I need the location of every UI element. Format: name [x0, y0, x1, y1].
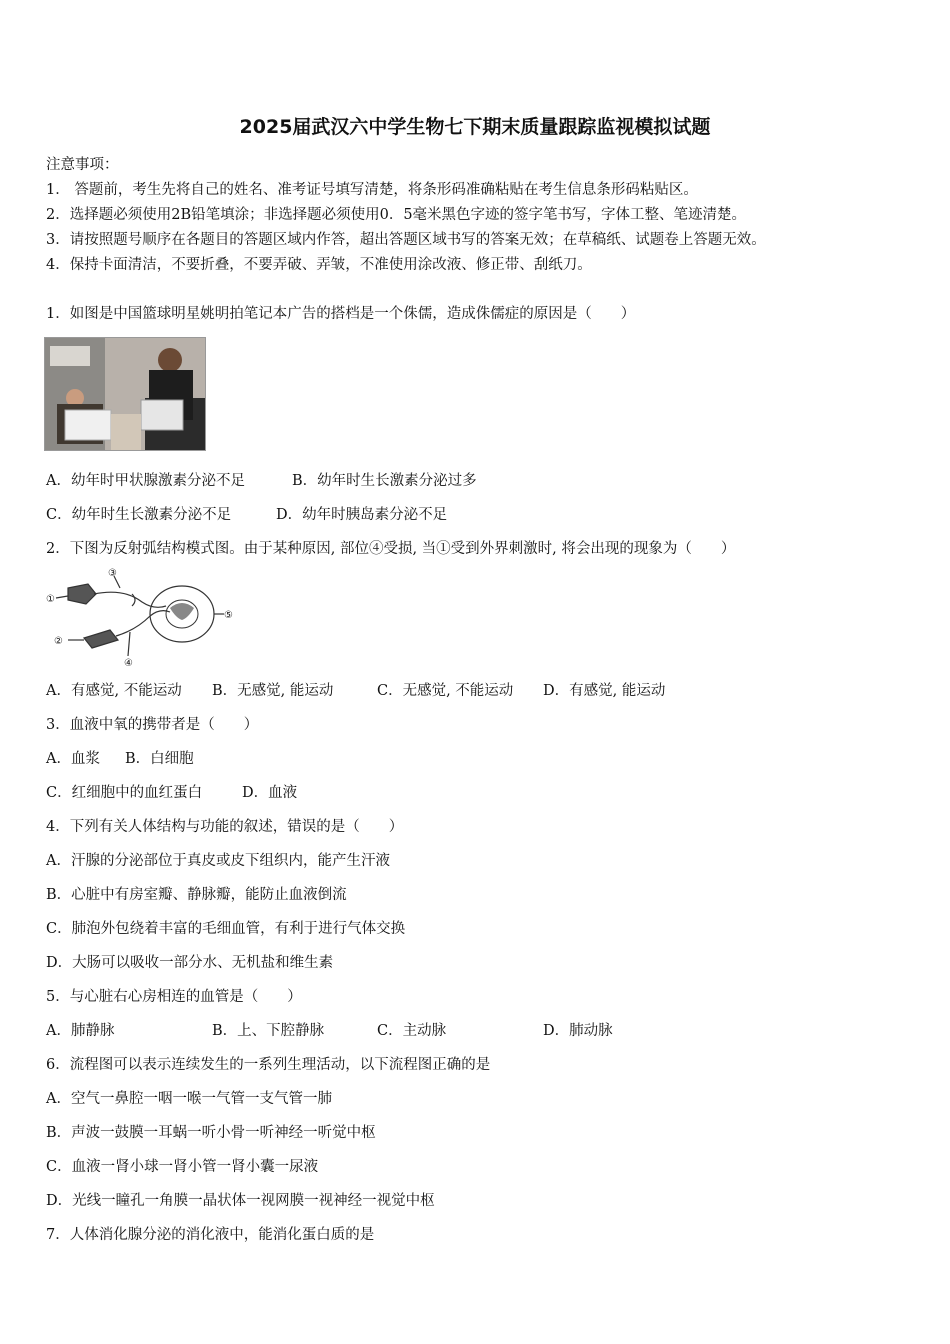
option-d: D．幼年时胰岛素分泌不足	[276, 507, 448, 523]
option-a: A．肺静脉	[46, 1023, 115, 1039]
option-c: C．主动脉	[377, 1023, 447, 1039]
option-b: B．无感觉, 能运动	[212, 683, 334, 699]
diagram-label-2: ②	[54, 636, 63, 647]
option-d: D．肺动脉	[543, 1023, 613, 1039]
notice-item: 1． 答题前，考生先将自己的姓名、准考证号填写清楚，将条形码准确粘贴在考生信息条形码粘贴区。	[46, 182, 698, 198]
notice-item: 3．请按照题号顺序在各题目的答题区域内作答，超出答题区域书写的答案无效；在草稿纸、试题卷上答题无效。	[46, 232, 766, 248]
question-stem: 2．下图为反射弧结构模式图。由于某种原因, 部位④受损, 当①受到外界刺激时, 将会出现的现象为（ ）	[46, 541, 736, 557]
diagram-label-4: ④	[124, 658, 133, 668]
option-d: D．有感觉, 能运动	[543, 683, 666, 699]
option-b: B．声波一鼓膜一耳蜗一听小骨一听神经一听觉中枢	[46, 1125, 376, 1141]
option-c: C．血液一肾小球一肾小管一肾小囊一尿液	[46, 1159, 319, 1175]
option-d: D．大肠可以吸收一部分水、无机盐和维生素	[46, 955, 334, 971]
diagram-label-1: ①	[46, 594, 55, 605]
option-b: B．心脏中有房室瓣、静脉瓣，能防止血液倒流	[46, 887, 347, 903]
option-a: A．幼年时甲状腺激素分泌不足	[46, 473, 245, 489]
question-stem: 6．流程图可以表示连续发生的一系列生理活动，以下流程图正确的是	[46, 1057, 491, 1073]
question-stem: 7．人体消化腺分泌的消化液中，能消化蛋白质的是	[46, 1227, 375, 1243]
notice-heading: 注意事项：	[46, 157, 119, 173]
option-a: A．空气一鼻腔一咽一喉一气管一支气管一肺	[46, 1091, 332, 1107]
option-c: C．幼年时生长激素分泌不足	[46, 507, 232, 523]
option-c: C．无感觉, 不能运动	[377, 683, 514, 699]
question-stem: 4．下列有关人体结构与功能的叙述，错误的是（ ）	[46, 819, 404, 835]
question-stem: 3．血液中氧的携带者是（ ）	[46, 717, 259, 733]
reflex-arc-diagram	[44, 566, 240, 668]
option-d: D．血液	[242, 785, 298, 801]
option-a: A．汗腺的分泌部位于真皮或皮下组织内，能产生汗液	[46, 853, 390, 869]
advertisement-photo	[44, 337, 206, 451]
option-c: C．红细胞中的血红蛋白	[46, 785, 203, 801]
question-stem: 5．与心脏右心房相连的血管是（ ）	[46, 989, 302, 1005]
diagram-label-5: ⑤	[224, 610, 233, 621]
option-b: B．幼年时生长激素分泌过多	[292, 473, 477, 489]
option-a: A．有感觉, 不能运动	[46, 683, 182, 699]
option-b: B．上、下腔静脉	[212, 1023, 325, 1039]
option-a: A．血浆	[46, 751, 100, 767]
notice-item: 2．选择题必须使用2B铅笔填涂；非选择题必须使用0．5毫米黑色字迹的签字笔书写，字体工整、笔迹清楚。	[46, 207, 747, 223]
notice-item: 4．保持卡面清洁，不要折叠，不要弄破、弄皱，不准使用涂改液、修正带、刮纸刀。	[46, 257, 592, 273]
question-stem: 1．如图是中国篮球明星姚明拍笔记本广告的搭档是一个侏儒，造成侏儒症的原因是（ ）	[46, 306, 636, 322]
option-d: D．光线一瞳孔一角膜一晶状体一视网膜一视神经一视觉中枢	[46, 1193, 435, 1209]
diagram-label-3: ③	[108, 568, 117, 579]
option-c: C．肺泡外包绕着丰富的毛细血管，有利于进行气体交换	[46, 921, 406, 937]
page-title: 2025届武汉六中学生物七下期末质量跟踪监视模拟试题	[239, 116, 711, 138]
option-b: B．白细胞	[125, 751, 194, 767]
